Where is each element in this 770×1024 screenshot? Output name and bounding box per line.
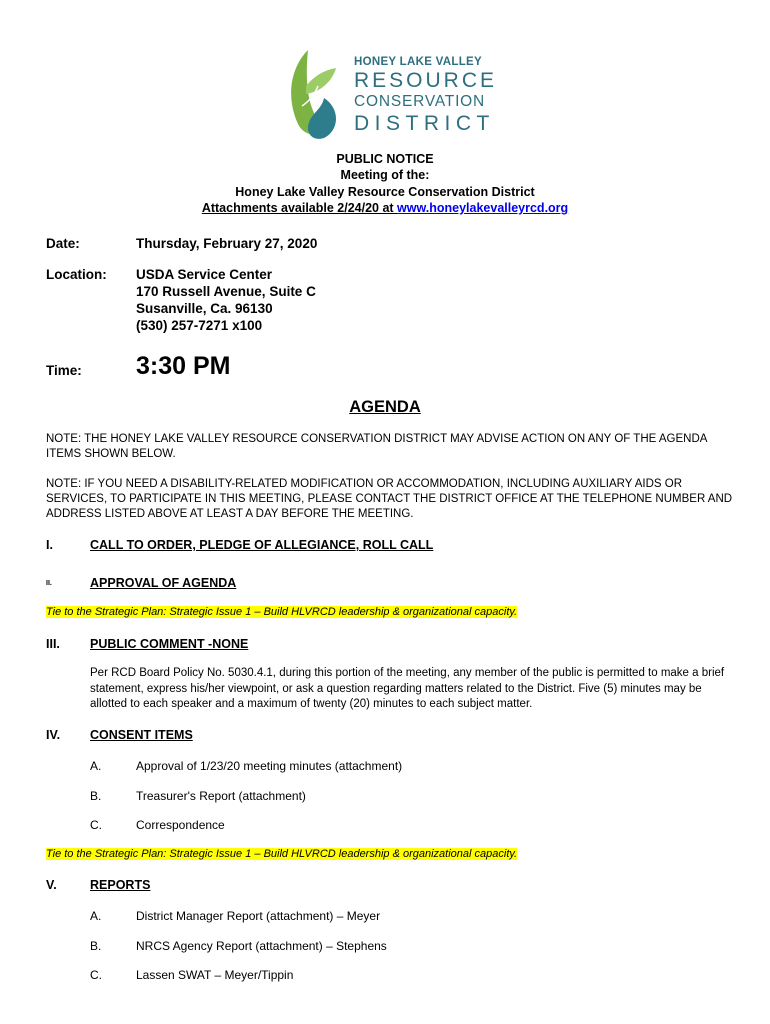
notice-subtitle: Meeting of the:: [340, 168, 430, 182]
section-5-number: V.: [46, 878, 57, 892]
date-value: Thursday, February 27, 2020: [136, 236, 318, 251]
section-2-title: APPROVAL OF AGENDA: [90, 576, 237, 590]
section-1-title: CALL TO ORDER, PLEDGE OF ALLEGIANCE, ROLL CALL: [90, 538, 434, 552]
logo-line-1: HONEY LAKE VALLEY: [354, 56, 482, 68]
consent-item-c-letter: C.: [90, 818, 102, 832]
time-value: 3:30 PM: [136, 352, 231, 380]
location-line-3: Susanville, Ca. 96130: [136, 301, 273, 316]
report-item-c-letter: C.: [90, 968, 102, 982]
date-label: Date:: [46, 236, 80, 251]
consent-item-b-letter: B.: [90, 789, 102, 803]
location-line-4: (530) 257-7271 x100: [136, 318, 263, 333]
report-item-a-text: District Manager Report (attachment) – Meyer: [136, 909, 381, 923]
strategic-note-2: Tie to the Strategic Plan: Strategic Issue 1 – Build HLVRCD leadership & organizational capacity.: [46, 848, 518, 860]
time-label: Time:: [46, 363, 82, 378]
consent-item-c-text: Correspondence: [136, 818, 225, 832]
leaf-drop-icon: [284, 46, 344, 142]
logo-line-2: RESOURCE: [354, 69, 498, 92]
report-item-a-letter: A.: [90, 909, 102, 923]
district-logo: [284, 46, 504, 142]
attachments-text: Attachments available 2/24/20 at: [201, 201, 398, 215]
section-3-title: PUBLIC COMMENT -NONE: [90, 637, 249, 651]
consent-item-a-text: Approval of 1/23/20 meeting minutes (attachment): [136, 759, 403, 773]
public-comment-text: Per RCD Board Policy No. 5030.4.1, during this portion of the meeting, any member of the public is permitted to make a brief statement, express his/her viewpoint, or ask a question regarding matters related to the District. Five (5) minutes may be allotted to each speaker and a maximum of twenty (20) minutes to each subject matter.: [90, 667, 725, 710]
consent-item-b-text: Treasurer's Report (attachment): [136, 789, 306, 803]
section-4-title: CONSENT ITEMS: [90, 728, 193, 742]
logo-line-3: CONSERVATION: [354, 93, 486, 110]
website-link[interactable]: www.honeylakevalleyrcd.org: [397, 201, 569, 215]
section-2-number: II.: [46, 580, 52, 587]
section-5-title: REPORTS: [90, 878, 151, 892]
agenda-note-2: NOTE: IF YOU NEED A DISABILITY-RELATED MODIFICATION OR ACCOMMODATION, INCLUDING AUXILIARY AIDS OR SERVICES, TO PARTICIPATE IN THIS MEETING, PLEASE CONTACT THE DISTRICT OFFICE AT THE TELEPHONE NUMBER AND ADDRESS LISTED ABOVE AT LEAST A DAY BEFORE THE MEETING.: [46, 478, 733, 520]
location-line-2: 170 Russell Avenue, Suite C: [136, 284, 316, 299]
report-item-b-letter: B.: [90, 939, 102, 953]
section-3-number: III.: [46, 637, 60, 651]
strategic-note-1: Tie to the Strategic Plan: Strategic Issue 1 – Build HLVRCD leadership & organizational capacity.: [46, 606, 518, 618]
notice-title: PUBLIC NOTICE: [336, 152, 434, 166]
logo-line-4: DISTRICT: [354, 112, 495, 135]
section-4-number: IV.: [46, 728, 61, 742]
location-line-1: USDA Service Center: [136, 267, 273, 282]
attachments-line: [0, 200, 770, 217]
section-1-number: I.: [46, 538, 53, 552]
report-item-c-text: Lassen SWAT – Meyer/Tippin: [136, 968, 294, 982]
notice-org: Honey Lake Valley Resource Conservation District: [235, 185, 535, 199]
agenda-heading: AGENDA: [349, 398, 421, 416]
consent-item-a-letter: A.: [90, 759, 102, 773]
location-label: Location:: [46, 267, 107, 282]
agenda-note-1: NOTE: THE HONEY LAKE VALLEY RESOURCE CONSERVATION DISTRICT MAY ADVISE ACTION ON ANY OF THE AGENDA ITEMS SHOWN BELOW.: [46, 433, 707, 460]
report-item-b-text: NRCS Agency Report (attachment) – Stephens: [136, 939, 387, 953]
